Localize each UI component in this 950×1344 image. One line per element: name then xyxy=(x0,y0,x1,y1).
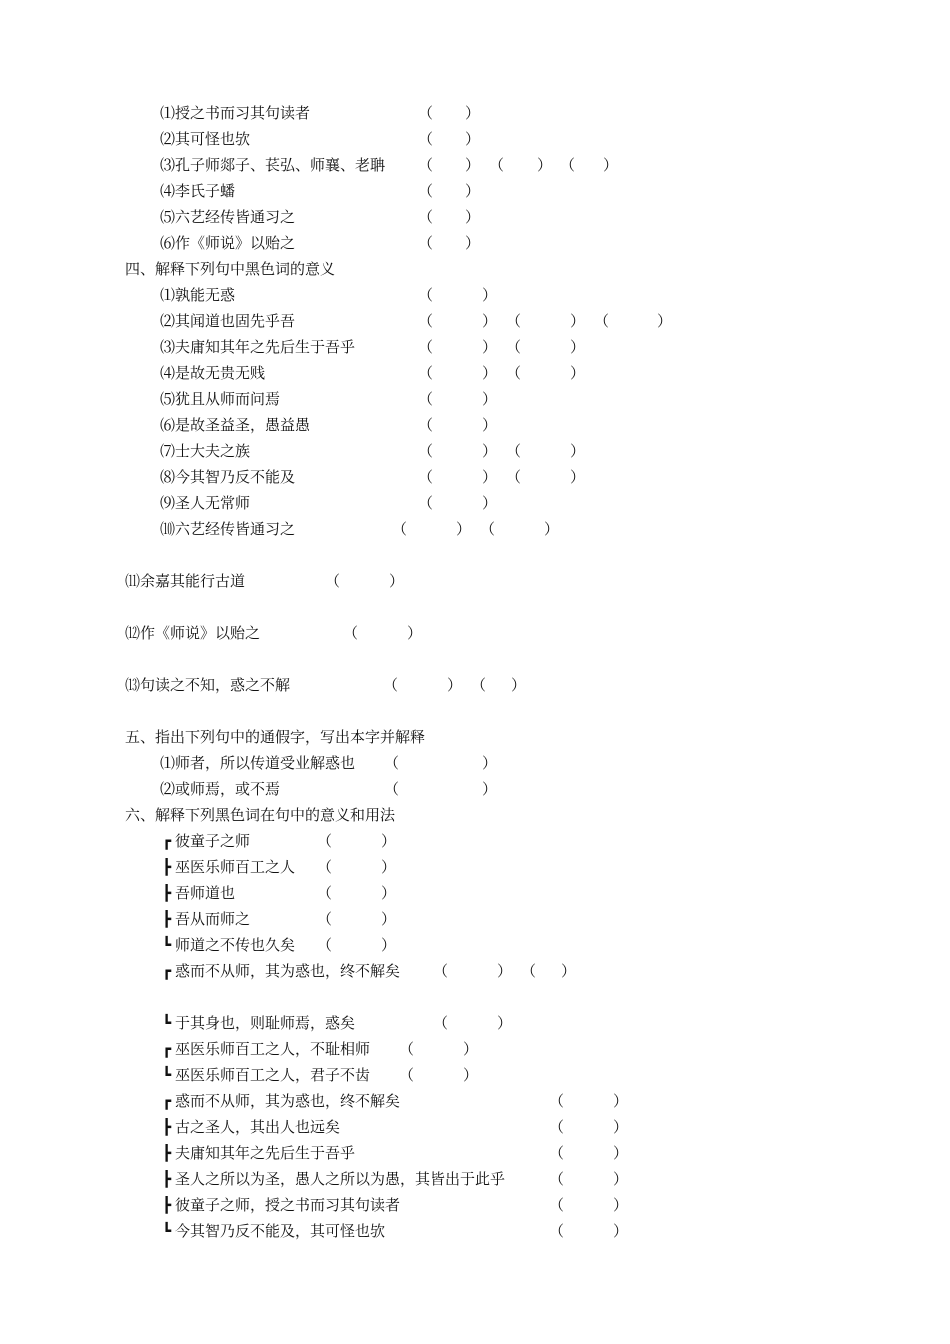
item-text: ⑴师者，所以传道受业解惑也 xyxy=(160,754,356,772)
blank-open: （ xyxy=(384,754,400,772)
blank-close: ） xyxy=(613,1144,629,1162)
item-text: 圣人之所以为圣，愚人之所以为愚，其皆出于此乎 xyxy=(175,1170,506,1188)
blank-open: （ xyxy=(418,208,434,226)
blank-open: （ xyxy=(506,442,522,460)
blank-open: （ xyxy=(317,832,333,850)
bracket-mid-icon: ┣ xyxy=(162,1118,172,1136)
blank-open: （ xyxy=(418,468,434,486)
blank-open: （ xyxy=(594,312,610,330)
blank-close: ） xyxy=(482,312,498,330)
blank-close: ） xyxy=(407,624,423,642)
blank-close: ） xyxy=(465,182,481,200)
blank-close: ） xyxy=(561,962,577,980)
blank-open: （ xyxy=(506,364,522,382)
bracket-bottom-icon: ┗ xyxy=(162,1066,172,1084)
blank-open: （ xyxy=(418,442,434,460)
blank-close: ） xyxy=(482,338,498,356)
blank-open: （ xyxy=(343,624,359,642)
blank-open: （ xyxy=(549,1118,565,1136)
blank-open: （ xyxy=(418,416,434,434)
blank-close: ） xyxy=(463,1040,479,1058)
blank-close: ） xyxy=(613,1092,629,1110)
blank-open: （ xyxy=(521,962,537,980)
blank-open: （ xyxy=(399,1040,415,1058)
blank-open: （ xyxy=(418,390,434,408)
blank-open: （ xyxy=(489,156,505,174)
section-heading: 六、解释下列黑色词在句中的意义和用法 xyxy=(125,806,396,824)
blank-open: （ xyxy=(418,156,434,174)
blank-close: ） xyxy=(465,104,481,122)
blank-close: ） xyxy=(537,156,553,174)
bracket-bottom-icon: ┗ xyxy=(162,1222,172,1240)
item-text: ⑶孔子师郯子、苌弘、师襄、老聃 xyxy=(160,156,386,174)
item-text: 今其智乃反不能及，其可怪也欤 xyxy=(175,1222,386,1240)
blank-close: ） xyxy=(511,676,527,694)
blank-open: （ xyxy=(433,1014,449,1032)
blank-close: ） xyxy=(570,468,586,486)
blank-close: ） xyxy=(465,156,481,174)
blank-close: ） xyxy=(447,676,463,694)
blank-close: ） xyxy=(657,312,673,330)
item-text: 巫医乐师百工之人，不耻相师 xyxy=(175,1040,371,1058)
blank-close: ） xyxy=(381,936,397,954)
blank-close: ） xyxy=(603,156,619,174)
blank-close: ） xyxy=(482,780,498,798)
item-text: ⑴孰能无惑 xyxy=(160,286,236,304)
bracket-top-icon: ┏ xyxy=(162,1040,172,1058)
item-text: ⑵其闻道也固先乎吾 xyxy=(160,312,296,330)
blank-close: ） xyxy=(465,130,481,148)
item-text: 彼童子之师 xyxy=(175,832,251,850)
item-text: ⑷李氏子蟠 xyxy=(160,182,236,200)
item-text: ⑾余嘉其能行古道 xyxy=(125,572,246,590)
blank-close: ） xyxy=(497,962,513,980)
blank-open: （ xyxy=(418,338,434,356)
bracket-bottom-icon: ┗ xyxy=(162,1014,172,1032)
item-text: 惑而不从师，其为惑也，终不解矣 xyxy=(175,1092,401,1110)
blank-close: ） xyxy=(465,234,481,252)
blank-open: （ xyxy=(506,468,522,486)
blank-close: ） xyxy=(613,1222,629,1240)
blank-close: ） xyxy=(482,494,498,512)
item-text: 吾从而师之 xyxy=(175,910,251,928)
blank-close: ） xyxy=(570,338,586,356)
item-text: ⑵或师焉，或不焉 xyxy=(160,780,281,798)
blank-open: （ xyxy=(549,1144,565,1162)
blank-open: （ xyxy=(506,312,522,330)
item-text: ⑹是故圣益圣，愚益愚 xyxy=(160,416,311,434)
bracket-mid-icon: ┣ xyxy=(162,1144,172,1162)
blank-open: （ xyxy=(418,364,434,382)
bracket-top-icon: ┏ xyxy=(162,832,172,850)
item-text: 吾师道也 xyxy=(175,884,236,902)
blank-open: （ xyxy=(433,962,449,980)
item-text: 师道之不传也久矣 xyxy=(175,936,296,954)
bracket-bottom-icon: ┗ xyxy=(162,936,172,954)
blank-open: （ xyxy=(471,676,487,694)
blank-open: （ xyxy=(418,182,434,200)
blank-close: ） xyxy=(482,286,498,304)
blank-close: ） xyxy=(463,1066,479,1084)
blank-open: （ xyxy=(560,156,576,174)
blank-close: ） xyxy=(381,858,397,876)
bracket-top-icon: ┏ xyxy=(162,962,172,980)
bracket-mid-icon: ┣ xyxy=(162,884,172,902)
blank-close: ） xyxy=(570,312,586,330)
blank-close: ） xyxy=(381,832,397,850)
blank-open: （ xyxy=(549,1222,565,1240)
item-text: ⑸六艺经传皆通习之 xyxy=(160,208,296,226)
item-text: ⑻今其智乃反不能及 xyxy=(160,468,296,486)
blank-close: ） xyxy=(544,520,560,538)
blank-close: ） xyxy=(381,910,397,928)
blank-open: （ xyxy=(480,520,496,538)
blank-close: ） xyxy=(465,208,481,226)
blank-open: （ xyxy=(418,234,434,252)
blank-open: （ xyxy=(418,312,434,330)
blank-close: ） xyxy=(482,416,498,434)
bracket-mid-icon: ┣ xyxy=(162,1196,172,1214)
item-text: ⑶夫庸知其年之先后生于吾乎 xyxy=(160,338,356,356)
blank-close: ） xyxy=(482,390,498,408)
item-text: 巫医乐师百工之人 xyxy=(175,858,296,876)
blank-open: （ xyxy=(418,286,434,304)
item-text: ⑵其可怪也欤 xyxy=(160,130,251,148)
blank-close: ） xyxy=(482,468,498,486)
blank-close: ） xyxy=(613,1196,629,1214)
blank-open: （ xyxy=(384,780,400,798)
bracket-mid-icon: ┣ xyxy=(162,910,172,928)
blank-open: （ xyxy=(325,572,341,590)
blank-close: ） xyxy=(613,1118,629,1136)
item-text: ⑽六艺经传皆通习之 xyxy=(160,520,296,538)
item-text: ⒀句读之不知，惑之不解 xyxy=(125,676,291,694)
blank-close: ） xyxy=(482,442,498,460)
item-text: 惑而不从师，其为惑也，终不解矣 xyxy=(175,962,401,980)
section-heading: 五、指出下列句中的通假字，写出本字并解释 xyxy=(125,728,426,746)
blank-close: ） xyxy=(389,572,405,590)
bracket-top-icon: ┏ xyxy=(162,1092,172,1110)
item-text: 古之圣人，其出人也远矣 xyxy=(175,1118,341,1136)
item-text: 于其身也，则耻师焉，惑矣 xyxy=(175,1014,356,1032)
blank-open: （ xyxy=(317,884,333,902)
blank-close: ） xyxy=(482,754,498,772)
item-text: ⑺士大夫之族 xyxy=(160,442,251,460)
blank-open: （ xyxy=(506,338,522,356)
item-text: ⑷是故无贵无贱 xyxy=(160,364,266,382)
item-text: 巫医乐师百工之人，君子不齿 xyxy=(175,1066,371,1084)
item-text: ⑸犹且从师而问焉 xyxy=(160,390,281,408)
blank-open: （ xyxy=(317,858,333,876)
item-text: ⑿作《师说》以贻之 xyxy=(125,624,261,642)
blank-open: （ xyxy=(418,130,434,148)
blank-open: （ xyxy=(418,494,434,512)
blank-close: ） xyxy=(497,1014,513,1032)
section-heading: 四、解释下列句中黑色词的意义 xyxy=(125,260,336,278)
blank-close: ） xyxy=(613,1170,629,1188)
blank-close: ） xyxy=(570,364,586,382)
blank-open: （ xyxy=(418,104,434,122)
blank-open: （ xyxy=(549,1092,565,1110)
blank-close: ） xyxy=(570,442,586,460)
blank-close: ） xyxy=(456,520,472,538)
blank-open: （ xyxy=(317,936,333,954)
bracket-mid-icon: ┣ xyxy=(162,858,172,876)
blank-open: （ xyxy=(549,1196,565,1214)
blank-close: ） xyxy=(381,884,397,902)
blank-open: （ xyxy=(549,1170,565,1188)
blank-open: （ xyxy=(392,520,408,538)
item-text: 夫庸知其年之先后生于吾乎 xyxy=(175,1144,356,1162)
bracket-mid-icon: ┣ xyxy=(162,1170,172,1188)
item-text: ⑴授之书而习其句读者 xyxy=(160,104,311,122)
item-text: 彼童子之师，授之书而习其句读者 xyxy=(175,1196,401,1214)
blank-open: （ xyxy=(399,1066,415,1084)
blank-close: ） xyxy=(482,364,498,382)
item-text: ⑼圣人无常师 xyxy=(160,494,251,512)
blank-open: （ xyxy=(383,676,399,694)
item-text: ⑹作《师说》以贻之 xyxy=(160,234,296,252)
blank-open: （ xyxy=(317,910,333,928)
